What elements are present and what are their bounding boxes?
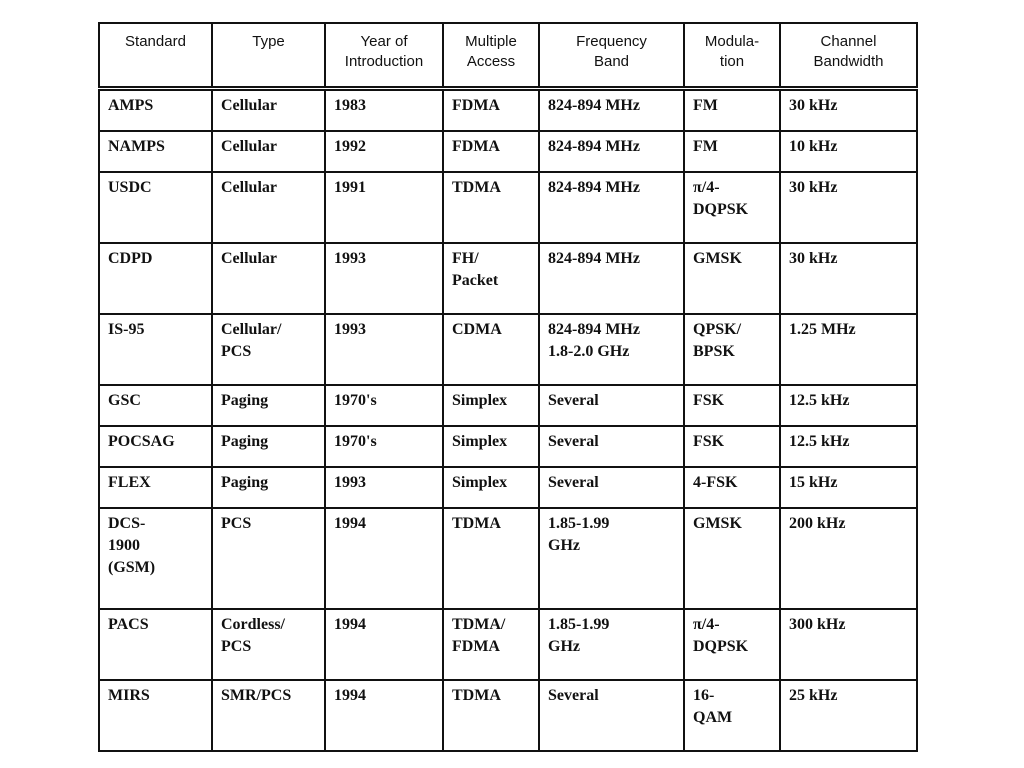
cell-standard: [99, 89, 212, 132]
header-standard: [99, 23, 212, 89]
cell-type-text: Cellular: [221, 138, 277, 156]
cell-channel-bandwidth-text: 30 kHz: [789, 97, 838, 114]
cell-frequency-band: [539, 467, 684, 508]
cell-year: [325, 609, 443, 680]
cell-standard: [99, 172, 212, 243]
cell-frequency-band: [539, 680, 684, 751]
cell-multiple-access: [443, 243, 539, 314]
cell-standard-text: GSC: [108, 392, 141, 410]
cell-modulation: [684, 385, 780, 426]
cell-type-text: Paging: [221, 433, 269, 451]
cell-type-text: Cordless/ PCS: [221, 615, 285, 655]
wireless-standards-table: [98, 22, 918, 752]
table-row: [99, 680, 917, 751]
cell-frequency-band: [539, 172, 684, 243]
cell-frequency-band: [539, 243, 684, 314]
cell-multiple-access-text: Simplex: [452, 392, 508, 410]
cell-channel-bandwidth-text: 15 kHz: [789, 474, 838, 492]
cell-channel-bandwidth: [780, 131, 917, 172]
cell-standard-text: POCSAG: [108, 433, 175, 451]
cell-frequency-band-text: Several: [548, 474, 599, 492]
cell-channel-bandwidth: [780, 680, 917, 751]
cell-channel-bandwidth-text: 1.25 MHz: [789, 321, 856, 339]
cell-standard: [99, 131, 212, 172]
cell-type-text: Paging: [221, 392, 269, 410]
cell-standard: [99, 609, 212, 680]
cell-channel-bandwidth: [780, 172, 917, 243]
cell-frequency-band-text: 1.85-1.99 GHz: [548, 515, 610, 555]
cell-frequency-band-text: 824-894 MHz 1.8-2.0 GHz: [548, 321, 640, 361]
cell-modulation: [684, 243, 780, 314]
header-multiple-access-label: Multiple Access: [465, 33, 517, 70]
cell-standard-text: FLEX: [108, 474, 151, 492]
cell-channel-bandwidth-text: 25 kHz: [789, 686, 838, 704]
cell-channel-bandwidth-text: 30 kHz: [789, 250, 838, 268]
table-row: [99, 89, 917, 132]
header-frequency-band: [539, 23, 684, 89]
header-modulation-label: Modula- tion: [704, 33, 760, 70]
cell-year-text: 1994: [334, 615, 366, 633]
cell-year: [325, 243, 443, 314]
cell-year-text: 1993: [334, 250, 366, 268]
header-type-label: Type: [252, 33, 285, 50]
cell-year: [325, 172, 443, 243]
cell-channel-bandwidth-text: 30 kHz: [789, 179, 838, 197]
cell-modulation: [684, 89, 780, 132]
cell-channel-bandwidth: [780, 508, 917, 609]
cell-channel-bandwidth: [780, 426, 917, 467]
cell-standard: [99, 680, 212, 751]
cell-multiple-access-text: FH/ Packet: [452, 250, 499, 290]
cell-modulation-text: 4-FSK: [693, 474, 738, 492]
cell-frequency-band-text: Several: [548, 392, 599, 410]
table-row: [99, 385, 917, 426]
cell-multiple-access-text: TDMA: [452, 515, 501, 533]
cell-modulation: [684, 508, 780, 609]
cell-standard: [99, 426, 212, 467]
cell-standard-text: DCS- 1900 (GSM): [108, 515, 156, 577]
cell-year: [325, 314, 443, 385]
table-row: [99, 467, 917, 508]
cell-type: [212, 385, 325, 426]
cell-multiple-access-text: TDMA: [452, 686, 501, 704]
cell-frequency-band-text: 824-894 MHz: [548, 138, 640, 156]
cell-channel-bandwidth: [780, 314, 917, 385]
cell-type: [212, 89, 325, 132]
cell-type: [212, 467, 325, 508]
cell-year-text: 1994: [334, 686, 366, 704]
cell-modulation-text: FSK: [693, 433, 725, 451]
cell-type-text: Cellular/ PCS: [221, 321, 282, 361]
table-row: [99, 508, 917, 609]
cell-frequency-band: [539, 89, 684, 132]
cell-multiple-access-text: TDMA/ FDMA: [452, 615, 506, 655]
cell-frequency-band-text: 1.85-1.99 GHz: [548, 615, 610, 655]
cell-type: [212, 609, 325, 680]
cell-multiple-access-text: FDMA: [452, 97, 500, 114]
cell-modulation: [684, 426, 780, 467]
cell-standard-text: AMPS: [108, 97, 154, 114]
header-channel-bandwidth: [780, 23, 917, 89]
cell-frequency-band: [539, 385, 684, 426]
cell-modulation-text: FM: [693, 97, 718, 114]
cell-type: [212, 131, 325, 172]
cell-channel-bandwidth: [780, 467, 917, 508]
cell-multiple-access: [443, 508, 539, 609]
cell-type-text: PCS: [221, 515, 252, 533]
cell-frequency-band: [539, 314, 684, 385]
cell-channel-bandwidth: [780, 243, 917, 314]
header-year-label: Year of Introduction: [344, 33, 424, 70]
table-row: [99, 314, 917, 385]
cell-channel-bandwidth: [780, 89, 917, 132]
cell-channel-bandwidth-text: 12.5 kHz: [789, 433, 850, 451]
cell-type-text: Paging: [221, 474, 269, 492]
header-frequency-band-label: Frequency Band: [576, 33, 647, 70]
cell-year-text: 1970's: [334, 392, 377, 410]
cell-channel-bandwidth-text: 12.5 kHz: [789, 392, 850, 410]
cell-frequency-band-text: 824-894 MHz: [548, 250, 640, 268]
cell-modulation-text: FM: [693, 138, 718, 156]
cell-year-text: 1991: [334, 179, 366, 197]
cell-frequency-band: [539, 426, 684, 467]
table-row: [99, 131, 917, 172]
cell-type: [212, 680, 325, 751]
cell-type: [212, 426, 325, 467]
cell-year: [325, 385, 443, 426]
cell-standard-text: PACS: [108, 615, 149, 633]
cell-multiple-access: [443, 172, 539, 243]
table-body: [99, 89, 917, 752]
cell-standard: [99, 385, 212, 426]
cell-channel-bandwidth-text: 300 kHz: [789, 615, 846, 633]
cell-modulation: [684, 680, 780, 751]
cell-multiple-access: [443, 680, 539, 751]
cell-type: [212, 243, 325, 314]
cell-type-text: Cellular: [221, 97, 277, 114]
cell-channel-bandwidth: [780, 609, 917, 680]
wireless-standards-table-container: [98, 22, 916, 752]
cell-modulation: [684, 131, 780, 172]
cell-year: [325, 131, 443, 172]
cell-frequency-band: [539, 131, 684, 172]
cell-multiple-access: [443, 385, 539, 426]
cell-frequency-band-text: 824-894 MHz: [548, 97, 640, 114]
cell-channel-bandwidth-text: 10 kHz: [789, 138, 838, 156]
cell-standard-text: NAMPS: [108, 138, 165, 156]
cell-modulation: [684, 609, 780, 680]
cell-year: [325, 467, 443, 508]
header-modulation: [684, 23, 780, 89]
header-channel-bandwidth-label: Channel Bandwidth: [813, 33, 884, 70]
table-row: [99, 426, 917, 467]
cell-standard-text: IS-95: [108, 321, 145, 339]
cell-modulation-text: GMSK: [693, 515, 742, 533]
cell-modulation-text: QPSK/ BPSK: [693, 321, 742, 361]
cell-type: [212, 314, 325, 385]
cell-modulation-text: 16- QAM: [693, 686, 733, 726]
cell-type-text: Cellular: [221, 179, 277, 197]
cell-multiple-access-text: Simplex: [452, 474, 508, 492]
table-header: [99, 23, 917, 89]
cell-frequency-band: [539, 609, 684, 680]
cell-modulation-text: π/4- DQPSK: [693, 179, 749, 219]
cell-multiple-access: [443, 131, 539, 172]
cell-type-text: Cellular: [221, 250, 277, 268]
cell-standard: [99, 243, 212, 314]
cell-multiple-access-text: TDMA: [452, 179, 501, 197]
cell-modulation-text: FSK: [693, 392, 725, 410]
cell-year-text: 1970's: [334, 433, 377, 451]
cell-multiple-access: [443, 89, 539, 132]
cell-year-text: 1994: [334, 515, 366, 533]
cell-year-text: 1993: [334, 474, 366, 492]
cell-channel-bandwidth-text: 200 kHz: [789, 515, 846, 533]
cell-modulation-text: π/4- DQPSK: [693, 615, 749, 655]
cell-modulation: [684, 467, 780, 508]
cell-frequency-band: [539, 508, 684, 609]
cell-modulation: [684, 314, 780, 385]
cell-year: [325, 508, 443, 609]
cell-frequency-band-text: Several: [548, 433, 599, 451]
cell-multiple-access-text: FDMA: [452, 138, 500, 156]
cell-standard-text: CDPD: [108, 250, 153, 268]
header-year: [325, 23, 443, 89]
cell-standard: [99, 467, 212, 508]
cell-standard-text: USDC: [108, 179, 152, 197]
cell-year-text: 1992: [334, 138, 366, 156]
cell-multiple-access-text: Simplex: [452, 433, 508, 451]
header-multiple-access: [443, 23, 539, 89]
cell-standard: [99, 314, 212, 385]
table-row: [99, 609, 917, 680]
header-type: [212, 23, 325, 89]
cell-standard: [99, 508, 212, 609]
cell-multiple-access: [443, 426, 539, 467]
header-row: [99, 23, 917, 89]
cell-year: [325, 89, 443, 132]
table-row: [99, 243, 917, 314]
cell-channel-bandwidth: [780, 385, 917, 426]
cell-year: [325, 680, 443, 751]
cell-frequency-band-text: 824-894 MHz: [548, 179, 640, 197]
cell-standard-text: MIRS: [108, 686, 150, 704]
cell-modulation-text: GMSK: [693, 250, 742, 268]
header-standard-label: Standard: [125, 33, 186, 50]
cell-multiple-access-text: CDMA: [452, 321, 502, 339]
cell-type: [212, 508, 325, 609]
cell-year: [325, 426, 443, 467]
cell-type-text: SMR/PCS: [221, 686, 292, 704]
cell-frequency-band-text: Several: [548, 686, 599, 704]
cell-multiple-access: [443, 467, 539, 508]
cell-year-text: 1983: [334, 97, 366, 114]
cell-year-text: 1993: [334, 321, 366, 339]
table-row: [99, 172, 917, 243]
cell-multiple-access: [443, 609, 539, 680]
cell-type: [212, 172, 325, 243]
cell-multiple-access: [443, 314, 539, 385]
cell-modulation: [684, 172, 780, 243]
